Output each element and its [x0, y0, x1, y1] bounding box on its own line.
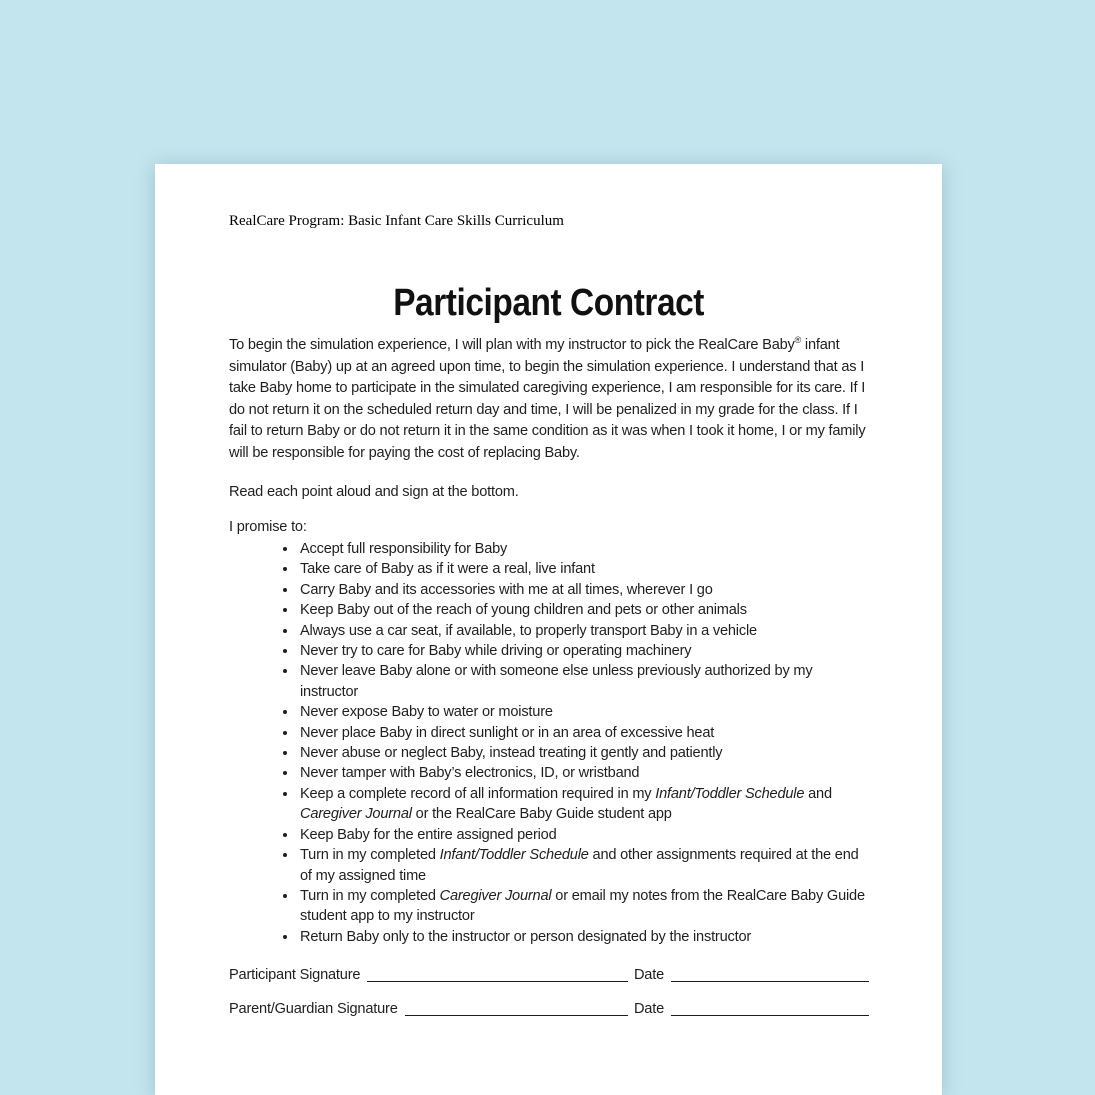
text-segment: Take care of Baby as if it were a real, live infant: [300, 561, 595, 578]
text-segment: Keep Baby out of the reach of young children and pets or other animals: [300, 602, 747, 619]
promise-item: [298, 825, 869, 845]
text-segment: Keep a complete record of all information required in my: [300, 785, 656, 802]
promise-item: [298, 927, 869, 947]
promise-item: [298, 886, 869, 927]
text-segment: Always use a car seat, if available, to properly transport Baby in a vehicle: [300, 622, 757, 639]
promise-item: [298, 723, 869, 743]
text-segment: infant simulator (Baby) up at an agreed upon time, to begin the simulation experience. I understand that as I take Baby home to participate in the simulated caregiving experience, I am responsible for its care. If I do not return it on the scheduled return day and time, I will be penalized in my grade for the class. If I fail to return Baby or do not return it in the same condition as it was when I took it home, I or my family will be responsible for paying the cost of replacing Baby.: [229, 337, 866, 461]
participant-signature-row: [229, 965, 869, 985]
text-segment: Caregiver Journal: [439, 887, 552, 904]
text-segment: Never expose Baby to water or moisture: [300, 704, 553, 721]
promise-item: [298, 661, 869, 702]
promise-item: [298, 580, 869, 600]
participant-signature-label: Participant Signature: [229, 967, 361, 984]
promise-list: [229, 539, 869, 947]
promise-item: [298, 845, 869, 886]
promise-item: [298, 559, 869, 579]
text-segment: Keep Baby for the entire assigned period: [300, 826, 557, 843]
text-segment: Carry Baby and its accessories with me at all times, wherever I go: [300, 581, 713, 598]
participant-date-label: Date: [633, 967, 664, 984]
guardian-date-line: [671, 1015, 869, 1016]
document-page: [155, 164, 942, 1095]
document-header: RealCare Program: Basic Infant Care Skills Curriculum: [229, 213, 564, 229]
participant-date-line: [671, 981, 869, 982]
text-segment: Caregiver Journal: [300, 806, 412, 823]
participant-signature-line: [367, 981, 628, 982]
text-segment: Never leave Baby alone or with someone else unless previously authorized by my instructor: [300, 663, 813, 700]
promise-item: [298, 641, 869, 661]
promise-item: [298, 600, 869, 620]
text-segment: Infant/Toddler Schedule: [439, 847, 589, 864]
text-segment: Return Baby only to the instructor or person designated by the instructor: [300, 928, 752, 945]
document-title: [229, 281, 869, 325]
promise-item: [298, 763, 869, 783]
text-segment: and other assignments required at the end of my assigned time: [300, 847, 859, 884]
promise-item: [298, 702, 869, 722]
promise-item: [298, 784, 869, 825]
text-segment: or email my notes from the RealCare Baby Guide student app to my instructor: [300, 887, 865, 925]
guardian-signature-label: Parent/Guardian Signature: [229, 1001, 398, 1018]
intro-paragraph: [229, 335, 869, 464]
promise-lead: I promise to:: [229, 519, 307, 535]
text-segment: Never abuse or neglect Baby, instead treating it gently and patiently: [300, 745, 723, 762]
text-segment: or the RealCare Baby Guide student app: [411, 806, 672, 823]
text-segment: Infant/Toddler Schedule: [655, 785, 805, 802]
guardian-signature-row: [229, 999, 869, 1019]
instruction-line: Read each point aloud and sign at the bottom.: [229, 484, 519, 500]
promise-item: [298, 743, 869, 763]
text-segment: Turn in my completed: [300, 887, 440, 904]
promise-item: [298, 539, 869, 559]
text-segment: Accept full responsibility for Baby: [300, 541, 508, 557]
text-segment: To begin the simulation experience, I will plan with my instructor to pick the RealCare Baby: [229, 337, 795, 353]
text-segment: and: [804, 785, 832, 802]
text-segment: Never place Baby in direct sunlight or in an area of excessive heat: [300, 724, 715, 741]
text-segment: Turn in my completed: [300, 847, 440, 864]
text-segment: Never try to care for Baby while driving or operating machinery: [300, 643, 692, 660]
guardian-signature-line: [405, 1015, 628, 1016]
text-segment: ®: [794, 335, 802, 346]
guardian-date-label: Date: [633, 1001, 664, 1018]
promise-item: [298, 621, 869, 641]
document-title-text: Participant Contract: [393, 282, 705, 324]
text-segment: Never tamper with Baby’s electronics, ID, or wristband: [300, 765, 640, 782]
